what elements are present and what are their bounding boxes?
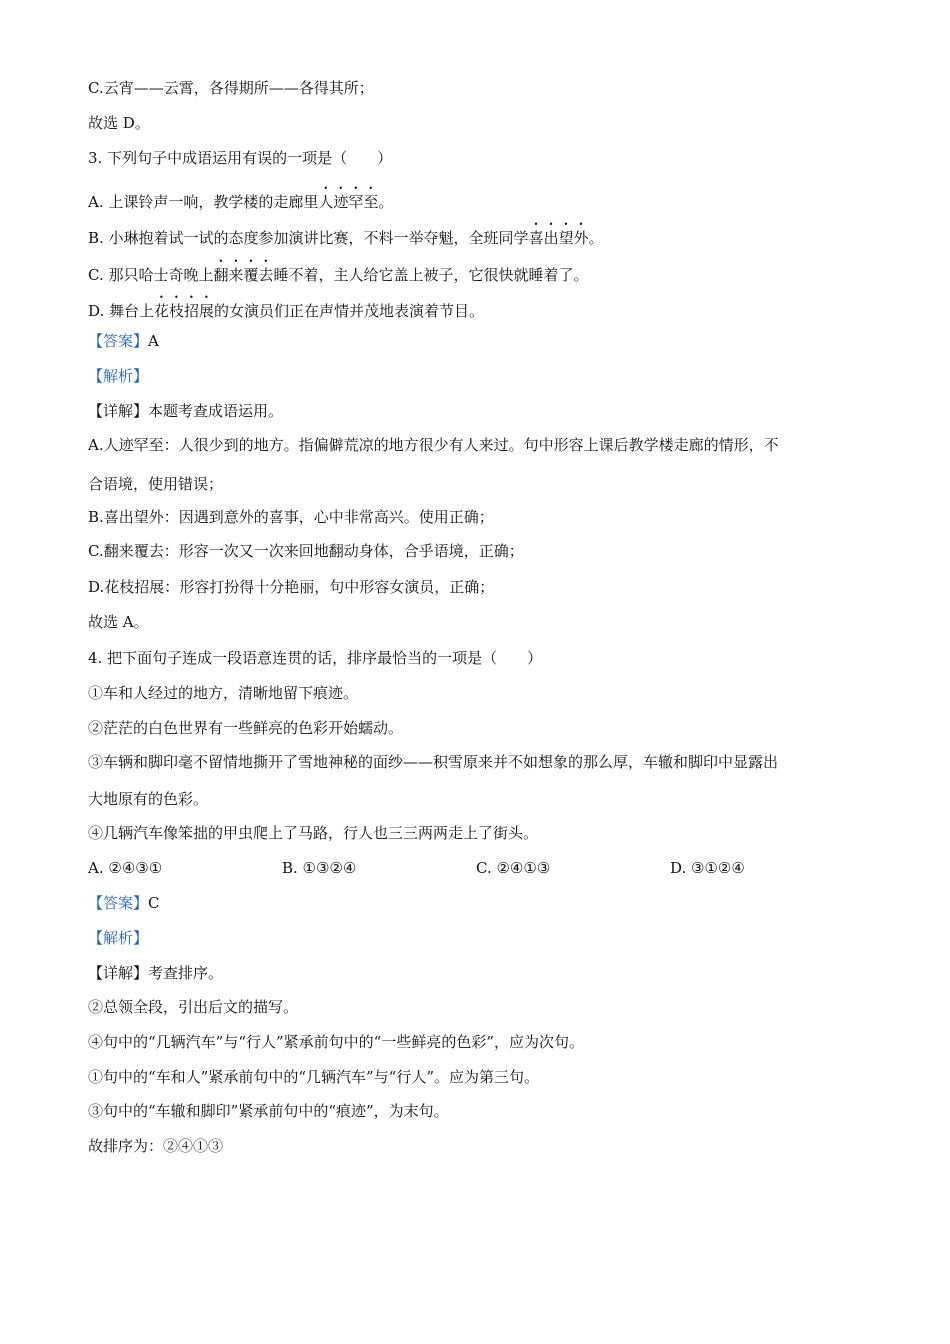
q4-sentence-3: ③车辆和脚印毫不留情地撕开了雪地神秘的面纱——积雪原来并不如想象的那么厚，车辙和脚印中显露出: [88, 753, 779, 771]
text-line: ④句中的“几辆汽车”与“行人”紧承前句中的“一些鲜亮的色彩”，应为次句。: [88, 1033, 585, 1051]
q4-sentence-3-cont: 大地原有的色彩。: [88, 790, 209, 808]
text-line: C.云宵——云霄，各得期所——各得其所；: [88, 79, 374, 97]
q4-option-b: B. ①③②④: [282, 859, 357, 877]
emphasized-idiom: 喜出望外: [528, 229, 589, 247]
q4-detail: 【详解】考查排序。: [88, 964, 224, 982]
q4-sentence-1: ①车和人经过的地方，清晰地留下痕迹。: [88, 684, 359, 702]
q3-option-d: D. 舞台上花枝招展的女演员们正在声情并茂地表演着节目。: [88, 302, 485, 320]
emphasized-idiom: 翻来覆去: [213, 266, 274, 284]
answer-label: 【答案】: [88, 332, 149, 350]
text-line: C.翻来覆去：形容一次又一次来回地翻动身体，合乎语境，正确；: [88, 542, 524, 560]
q3-detail: 【详解】本题考查成语运用。: [88, 402, 284, 420]
q4-options: [88, 858, 863, 878]
text-line: ①句中的“车和人”紧承前句中的“几辆汽车”与“行人”。应为第三句。: [88, 1068, 540, 1086]
q4-option-c: C. ②④①③: [476, 859, 551, 877]
q3-option-b: B. 小琳抱着试一试的态度参加演讲比赛，不料一举夺魁，全班同学喜出望外。: [88, 229, 604, 247]
text-line: B.喜出望外：因遇到意外的喜事，心中非常高兴。使用正确；: [88, 508, 494, 526]
analysis-label: 【解析】: [88, 929, 149, 947]
text-line: 合语境，使用错误；: [88, 475, 224, 493]
text-line: A.人迹罕至：人很少到的地方。指偏僻荒凉的地方很少有人来过。句中形容上课后教学楼走廊的情形，不: [88, 436, 779, 454]
text-line: ③句中的“车辙和脚印”紧承前句中的“痕迹”，为末句。: [88, 1102, 449, 1120]
detail-label: 【详解】: [88, 402, 149, 420]
text-line: 故选 D。: [88, 114, 150, 132]
q3-answer: 【答案】A: [88, 332, 159, 350]
q4-option-a: A. ②④③①: [88, 859, 163, 877]
text-line: 故选 A。: [88, 613, 149, 631]
question-4-stem: 4. 把下面句子连成一段语意连贯的话，排序最恰当的一项是（ ）: [88, 649, 543, 667]
q4-sentence-2: ②茫茫的白色世界有一些鲜亮的色彩开始蠕动。: [88, 719, 404, 737]
analysis-label: 【解析】: [88, 367, 149, 385]
detail-label: 【详解】: [88, 964, 149, 982]
question-3-stem: 3. 下列句子中成语运用有误的一项是（ ）: [88, 149, 393, 167]
q3-option-c: C. 那只哈士奇晚上翻来覆去睡不着，主人给它盖上被子，它很快就睡着了。: [88, 266, 589, 284]
emphasized-idiom: 花枝招展: [154, 302, 215, 320]
q4-answer: 【答案】C: [88, 894, 160, 912]
emphasized-idiom: 人迹罕至: [318, 193, 379, 211]
text-line: D.花枝招展：形容打扮得十分艳丽，句中形容女演员，正确；: [88, 578, 495, 596]
text-line: ②总领全段，引出后文的描写。: [88, 998, 299, 1016]
q4-option-d: D. ③①②④: [670, 859, 745, 877]
text-line: 故排序为：②④①③: [88, 1137, 224, 1155]
q3-option-a: A. 上课铃声一响，教学楼的走廊里人迹罕至。: [88, 193, 394, 211]
answer-label: 【答案】: [88, 894, 149, 912]
q4-sentence-4: ④几辆汽车像笨拙的甲虫爬上了马路，行人也三三两两走上了街头。: [88, 824, 539, 842]
